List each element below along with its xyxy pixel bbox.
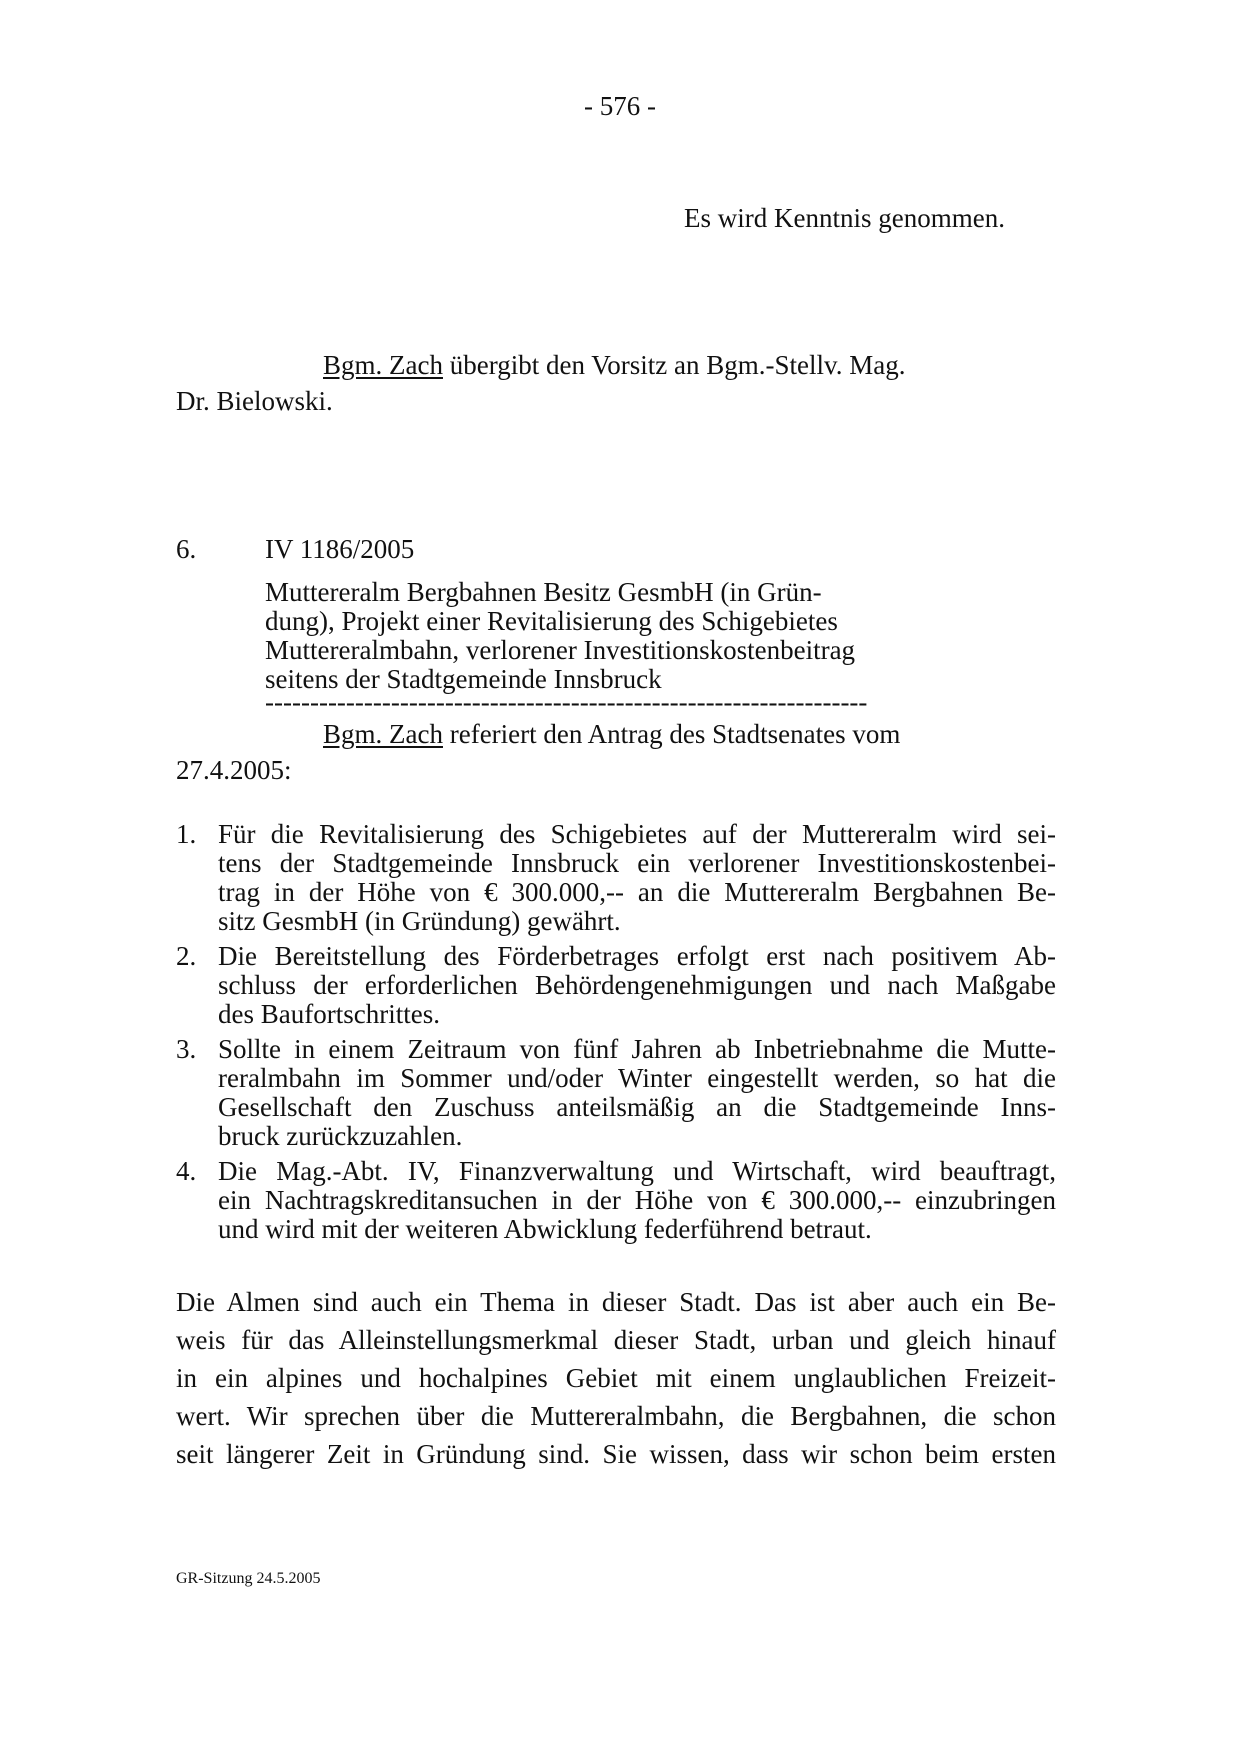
motion-item (176, 1035, 1056, 1151)
speech-line: seit längerer Zeit in Gründung sind. Sie wissen, dass wir schon beim ersten (176, 1439, 1056, 1469)
motion-line: ein Nachtragskreditansuchen in der Höhe von € 300.000,-- einzubringen (218, 1185, 1056, 1215)
speech-line: Die Almen sind auch ein Thema in dieser Stadt. Das ist aber auch ein Be- (176, 1287, 1056, 1317)
motion-item (176, 942, 1056, 1029)
motion-number: 2. (176, 941, 197, 971)
speaker-name: Bgm. Zach (323, 350, 443, 380)
footer-session-date: GR-Sitzung 24.5.2005 (176, 1570, 321, 1587)
motion-line: Für die Revitalisierung des Schigebietes auf der Muttereralm wird sei- (218, 819, 1056, 849)
speech-line: wert. Wir sprechen über die Muttereralmbahn, die Bergbahnen, die schon (176, 1401, 1056, 1431)
motion-item (176, 820, 1056, 936)
motion-line: bruck zurückzuzahlen. (218, 1121, 463, 1151)
motion-line: schluss der erforderlichen Behördengenehmigungen und nach Maßgabe (218, 970, 1056, 1000)
motion-number: 3. (176, 1034, 197, 1064)
vorsitz-paragraph-line2: Dr. Bielowski. (176, 386, 333, 416)
dashed-separator: ------------------------------------------------------------------- (265, 687, 868, 717)
motion-text (218, 942, 1056, 1029)
kenntnis-statement: Es wird Kenntnis genommen. (684, 203, 1005, 233)
motion-line: tens der Stadtgemeinde Innsbruck ein verlorener Investitionskostenbei- (218, 848, 1056, 878)
motion-line: des Baufortschrittes. (218, 999, 440, 1029)
motion-number: 1. (176, 819, 197, 849)
motion-item (176, 1157, 1056, 1244)
agenda-item-reference: IV 1186/2005 (265, 534, 415, 564)
motion-text (218, 820, 1056, 936)
agenda-item-number: 6. (176, 534, 197, 564)
motion-line: und wird mit der weiteren Abwicklung federführend betraut. (218, 1214, 872, 1244)
agenda-item-title-line: seitens der Stadtgemeinde Innsbruck (265, 664, 662, 694)
motion-line: reralmbahn im Sommer und/oder Winter eingestellt werden, so hat die (218, 1063, 1056, 1093)
speech-line: in ein alpines und hochalpines Gebiet mit einem unglaublichen Freizeit- (176, 1363, 1056, 1393)
motion-line: trag in der Höhe von € 300.000,-- an die Muttereralm Bergbahnen Be- (218, 877, 1056, 907)
page-number: - 576 - (584, 91, 656, 121)
motion-line: Gesellschaft den Zuschuss anteilsmäßig an die Stadtgemeinde Inns- (218, 1092, 1056, 1122)
speech-paragraph (176, 1283, 1056, 1473)
referiert-text: referiert den Antrag des Stadtsenates vom (442, 719, 901, 749)
motion-text (218, 1035, 1056, 1151)
agenda-item-title (265, 578, 905, 694)
motion-line: sitz GesmbH (in Gründung) gewährt. (218, 906, 621, 936)
agenda-item-title-line: Muttereralmbahn, verlorener Investitionskostenbeitrag (265, 635, 856, 665)
speaker-name: Bgm. Zach (323, 719, 443, 749)
referiert-paragraph-line2: 27.4.2005: (176, 755, 292, 785)
motion-text (218, 1157, 1056, 1244)
vorsitz-paragraph-line1 (323, 351, 905, 380)
motion-list (176, 820, 1056, 1250)
agenda-item-title-line: Muttereralm Bergbahnen Besitz GesmbH (in Grün- (265, 577, 822, 607)
vorsitz-text: übergibt den Vorsitz an Bgm.-Stellv. Mag. (442, 350, 906, 380)
agenda-item-title-line: dung), Projekt einer Revitalisierung des Schigebietes (265, 606, 838, 636)
speech-line: weis für das Alleinstellungsmerkmal dieser Stadt, urban und gleich hinauf (176, 1325, 1056, 1355)
motion-line: Die Bereitstellung des Förderbetrages erfolgt erst nach positivem Ab- (218, 941, 1056, 971)
motion-line: Sollte in einem Zeitraum von fünf Jahren ab Inbetriebnahme die Mutte- (218, 1034, 1056, 1064)
motion-line: Die Mag.-Abt. IV, Finanzverwaltung und Wirtschaft, wird beauftragt, (218, 1156, 1056, 1186)
motion-number: 4. (176, 1156, 197, 1186)
referiert-paragraph-line1 (323, 720, 900, 749)
